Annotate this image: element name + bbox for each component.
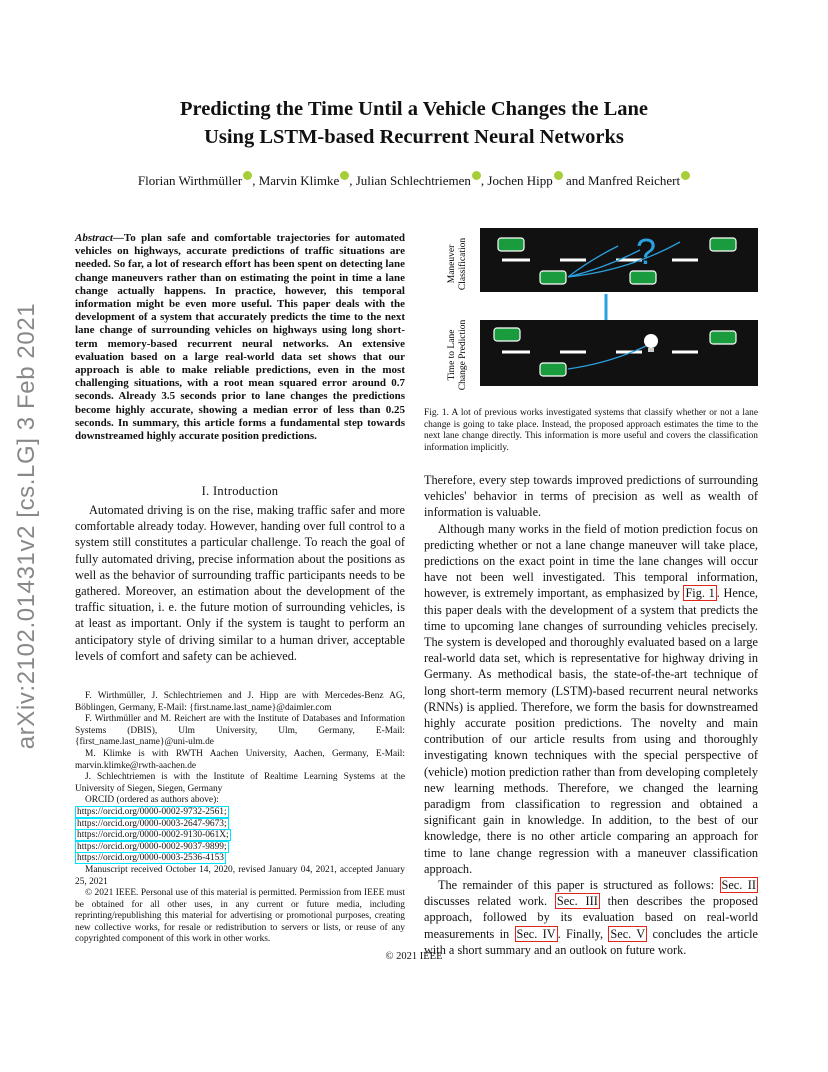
right-column-body (424, 472, 758, 958)
orcid-icon[interactable] (243, 171, 252, 180)
abstract (75, 232, 405, 443)
sec-4-reference-link[interactable]: Sec. IV (516, 926, 556, 941)
paragraph-motivation: Therefore, every step towards improved predictions of surrounding vehicles' behavior in terms of precision as well as wealth of information is valuable. (424, 473, 758, 520)
figure-label-change-prediction: Change Prediction (458, 319, 468, 391)
title-line-1: Predicting the Time Until a Vehicle Changes the Lane (179, 98, 649, 120)
footnote-affiliation-3: M. Klimke is with RWTH Aachen University, Aachen, Germany, E-Mail: marvin.klimke@rwth-aachen.de (75, 748, 405, 771)
orcid-icon[interactable] (554, 171, 563, 180)
orcid-link[interactable]: https://orcid.org/0000-0003-2536-4153 (77, 853, 224, 864)
question-mark-icon: ? (636, 231, 657, 272)
orcid-link[interactable]: https://orcid.org/0000-0002-9732-2561; (77, 806, 227, 817)
sec-2-reference-link[interactable]: Sec. II (721, 878, 756, 893)
footnotes (75, 691, 405, 946)
author-list (60, 171, 768, 189)
author-2: Marvin Klimke , (258, 173, 356, 188)
intro-paragraph: Automated driving is on the rise, making traffic safer and more comfortable already today. However, handing over full control to a system still constitutes a particular challenge. To reach the goal of fully automated driving, precise information about the positions as well as the behavior of surrounding traffic participants needs to be gathered. Moreover, an estimation about the development of the traffic situation, i. e. the future motion of surrounding vehicles, is at least as important. Only if the system is taught to perform an anticipatory style of driving similar to a human driver, acceptable levels of comfort and safety can be achieved. (75, 503, 405, 663)
abstract-label: Abstract (75, 232, 113, 244)
figure-label-classification: Classification (458, 237, 468, 291)
title-line-2: Using LSTM-based Recurrent Neural Networks (204, 126, 624, 148)
paper-title (70, 95, 758, 151)
orcid-link[interactable]: https://orcid.org/0000-0002-9130-061X; (77, 830, 229, 841)
copyright-notice: © 2021 IEEE. Personal use of this material is permitted. Permission from IEEE must be obtained for all other uses, in any current or future media, including reprinting/republishing this material for advertising or promotional purposes, creating new collective works, for resale or redistribution to servers or lists, or reuse of any copyrighted component of this work in other works. (75, 888, 405, 945)
sec-3-reference-link[interactable]: Sec. III (556, 894, 598, 909)
orcid-link[interactable]: https://orcid.org/0000-0003-2647-9673; (77, 818, 227, 829)
figure-label-maneuver: Maneuver (447, 244, 457, 284)
author-3: Julian Schlechtriemen , (355, 173, 488, 188)
paragraph-structure: The remainder of this paper is structured as follows: Sec. II discusses related work. Sec. III then describes the proposed approach, followed by its evaluation based on real-world measurements in Sec. IV . Finally, Sec. V concludes the article with a short summary and an outlook on future work. (424, 878, 759, 957)
author-1: Florian Wirthmüller , (137, 173, 259, 188)
footnote-affiliation-1: F. Wirthmüller, J. Schlechtriemen and J. Hipp are with Mercedes-Benz AG, Böblingen, Germany, E-Mail: {first.name.last_name}@daimler.com (75, 691, 405, 713)
author-5: Manfred Reichert (588, 173, 690, 188)
author-4: Jochen Hipp and (487, 173, 589, 188)
orcid-icon[interactable] (681, 171, 690, 180)
orcid-icon[interactable] (340, 171, 349, 180)
orcid-label: ORCID (ordered as authors above): (85, 795, 219, 806)
footnote-affiliation-4: J. Schlechtriemen is with the Institute of Realtime Learning Systems at the University of Siegen, Siegen, Germany (75, 772, 405, 794)
orcid-icon[interactable] (472, 171, 481, 180)
figure-label-time-to-lane: Time to Lane (447, 329, 457, 381)
sec-5-reference-link[interactable]: Sec. V (610, 926, 646, 941)
manuscript-dates: Manuscript received October 14, 2020, revised January 04, 2021, accepted January 25, 2021 (75, 864, 405, 887)
paragraph-contribution: Although many works in the field of motion prediction focus on predicting whether or not a lane change maneuver will take place, predictions on the exact point in time the lane changes will occur have not been well investigated. This temporal information, however, is extremely important, as emphasized by Fig. 1 . Hence, this paper deals with the development of a system that predicts the time to upcoming lane changes of surrounding vehicles precisely. The system is developed and thoroughly evaluated based on a large real-world data set, which is representative for highway driving in Germany. As methodical basis, the state-of-the-art technique of long short-term memory (LSTM)-based recurrent neural networks (RNNs) is applied. Therefore, we form the basis for downstreamed highly accurate position predictions. The novelty and main contribution of our article results from using and thoroughly investigating known techniques with the special perspective of (vehicle) motion prediction rather than from developing completely new learning methods. Therefore, we changed the learning paradigm from classification to regression and obtained a significant gain in knowledge. In addition, to the best of our knowledge, there is no other article comparing an approach for time to lane change regression with a maneuver classification approach. (424, 521, 759, 876)
abstract-text: —To plan safe and comfortable trajectories for automated vehicles on highways, accurate predictions of traffic situations are needed. So far, a lot of research effort has been spent on detecting lane change maneuvers rather than on estimating the point in time a lane change actually happens. In practice, however, this temporal information might be even more useful. This paper deals with the development of a system that accurately predicts the time to the next lane change of surrounding vehicles on highways using long short-term memory-based recurrent neural networks. An extensive evaluation based on a large real-world data set shows that our approach is able to make reliable predictions, even in the most challenging situations, with a root mean squared error around 0.7 seconds. Already 3.5 seconds prior to lane changes the predictions become highly accurate, showing a median error of less than 0.25 seconds. In summary, this article forms a fundamental step towards downstreamed highly accurate position predictions. (75, 232, 405, 443)
arxiv-stamp: arXiv:2102.01431v2 [cs.LG] 3 Feb 2021 (13, 302, 40, 750)
figure-caption: Fig. 1. A lot of previous works investigated systems that classify whether or not a lane change is going to take place. Instead, the proposed approach estimates the time to the next lane change directly. This information is more useful and covers the classification information implicitly. (424, 408, 758, 453)
section-heading-introduction: I. Introduction (201, 484, 279, 498)
page-footer-copyright: © 2021 IEEE (385, 951, 443, 962)
fig-1-reference-link[interactable]: Fig. 1 (685, 586, 715, 601)
footnote-affiliation-2: F. Wirthmüller and M. Reichert are with the Institute of Databases and Information Systems (DBIS), Ulm University, Ulm, Germany, E-Mail: {first_name.last_name}@uni-ulm.de (75, 714, 405, 748)
orcid-link[interactable]: https://orcid.org/0000-0002-9037-9899; (77, 841, 227, 852)
figure-1 (440, 228, 758, 400)
